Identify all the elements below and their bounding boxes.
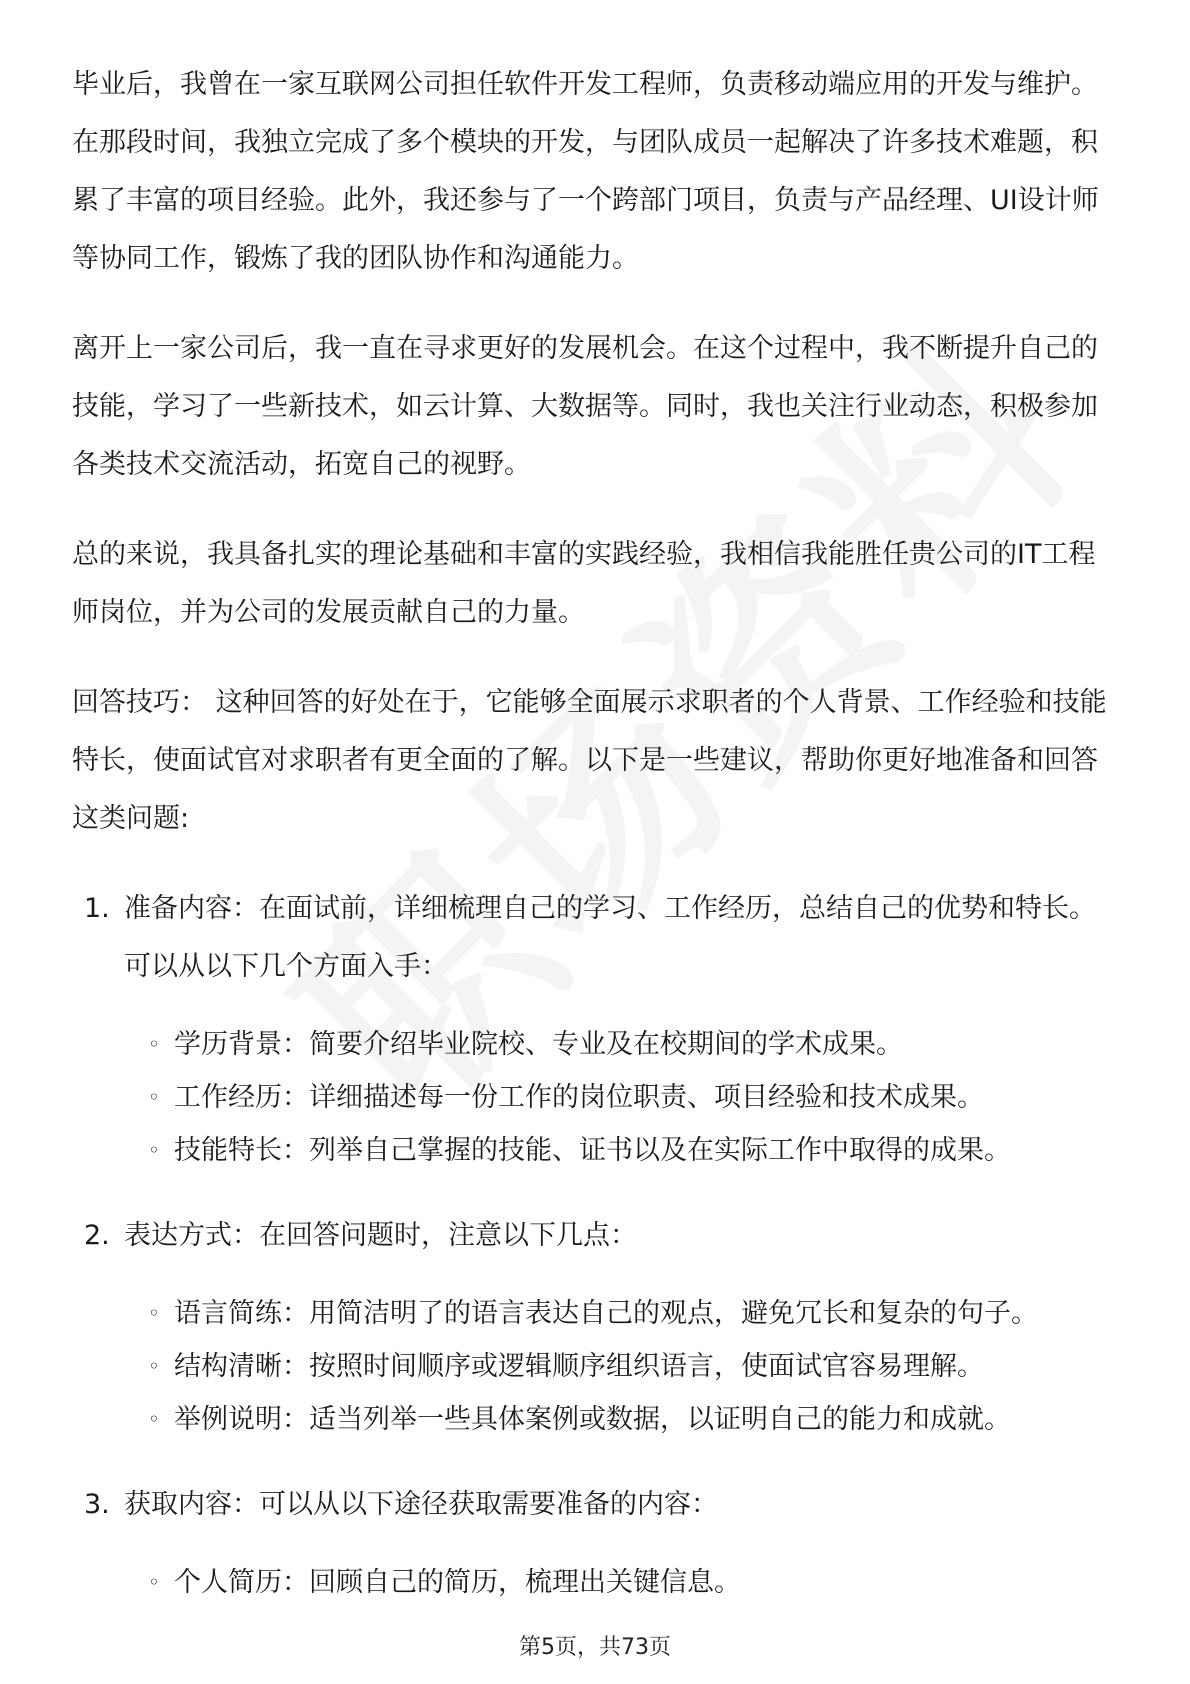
sub-list [124,1556,1122,1609]
tips-list-item [72,880,1122,1177]
sub-list-item [124,1071,1122,1124]
list-item-text: 获取内容：可以从以下途径获取需要准备的内容： [124,1489,718,1520]
sub-list-item [124,1340,1122,1393]
paragraph: 毕业后，我曾在一家互联网公司担任软件开发工程师，负责移动端应用的开发与维护。在那段时间，我独立完成了多个模块的开发，与团队成员一起解决了许多技术难题，积累了丰富的项目经验。此外，我还参与了一个跨部门项目，负责与产品经理、UI设计师等协同工作，锻炼了我的团队协作和沟通能力。 [72,69,1099,274]
tips-list-item [72,1476,1122,1609]
paragraph: 总的来说，我具备扎实的理论基础和丰富的实践经验，我相信我能胜任贵公司的IT工程师岗位，并为公司的发展贡献自己的力量。 [72,539,1096,628]
list-number: 2. [84,1220,110,1251]
bullet-icon: ◦ [148,1032,160,1056]
sub-list-item-text: 技能特长：列举自己掌握的技能、证书以及在实际工作中取得的成果。 [174,1135,1011,1166]
bullet-icon: ◦ [148,1354,160,1378]
tips-list-item [72,1207,1122,1446]
list-number: 1. [84,893,110,924]
sub-list-item-text: 结构清晰：按照时间顺序或逻辑顺序组织语言，使面试官容易理解。 [174,1351,984,1382]
bullet-icon: ◦ [148,1138,160,1162]
sub-list [124,1018,1122,1177]
sub-list-item-text: 语言简练：用简洁明了的语言表达自己的观点，避免冗长和复杂的句子。 [174,1298,1038,1329]
list-item-text: 表达方式：在回答问题时，注意以下几点： [124,1220,637,1251]
sub-list-item-text: 举例说明：适当列举一些具体案例或数据，以证明自己的能力和成就。 [174,1404,1011,1435]
page-number: 第5页，共73页 [519,1635,671,1660]
tips-list [72,880,1122,1609]
sub-list-item [124,1287,1122,1340]
list-number: 3. [84,1489,110,1520]
bullet-icon: ◦ [148,1085,160,1109]
sub-list-item-text: 学历背景：简要介绍毕业院校、专业及在校期间的学术成果。 [174,1029,903,1060]
page-content [72,56,1122,1639]
sub-list-item-text: 个人简历：回顾自己的简历，梳理出关键信息。 [174,1567,741,1598]
sub-list-item-text: 工作经历：详细描述每一份工作的岗位职责、项目经验和技术成果。 [174,1082,984,1113]
paragraph: 离开上一家公司后，我一直在寻求更好的发展机会。在这个过程中，我不断提升自己的技能，学习了一些新技术，如云计算、大数据等。同时，我也关注行业动态，积极参加各类技术交流活动，拓宽自己的视野。 [72,333,1098,480]
sub-list-item [124,1124,1122,1177]
bullet-icon: ◦ [148,1570,160,1594]
list-item-text: 准备内容：在面试前，详细梳理自己的学习、工作经历，总结自己的优势和特长。可以从以下几个方面入手： [124,893,1096,982]
sub-list-item [124,1018,1122,1071]
sub-list [124,1287,1122,1446]
sub-list-item [124,1556,1122,1609]
bullet-icon: ◦ [148,1301,160,1325]
bullet-icon: ◦ [148,1407,160,1431]
sub-list-item [124,1393,1122,1446]
paragraph: 回答技巧： 这种回答的好处在于，它能够全面展示求职者的个人背景、工作经验和技能特长，使面试官对求职者有更全面的了解。以下是一些建议，帮助你更好地准备和回答这类问题: [72,687,1107,834]
